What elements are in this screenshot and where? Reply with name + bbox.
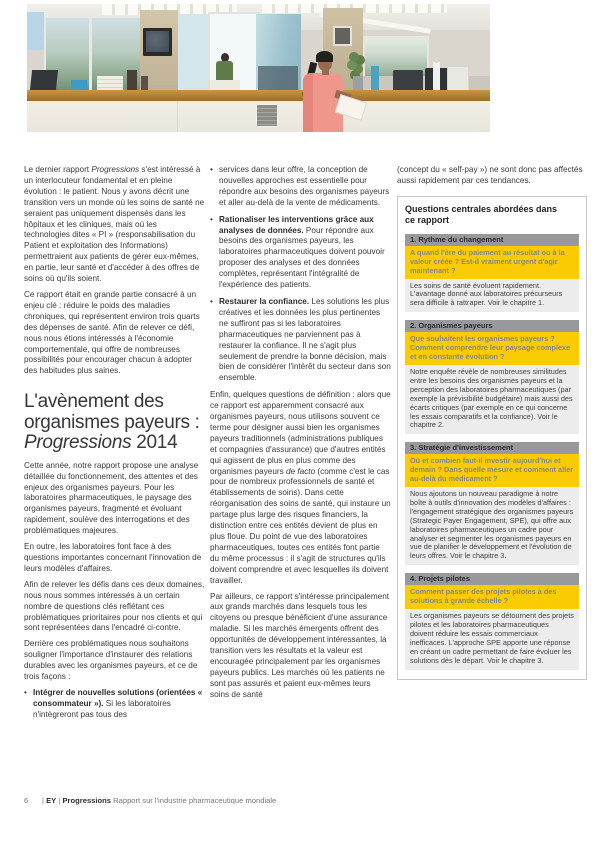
bullet-item bbox=[210, 215, 391, 291]
italic-run: de facto bbox=[286, 466, 316, 476]
counter-top bbox=[27, 90, 490, 101]
intro-paragraph bbox=[24, 165, 205, 285]
section-question: Où et combien faut-il investir aujourd'hui et demain ? Dans quelle mesure et comment aller au-delà du médicament ? bbox=[405, 454, 579, 487]
box-title bbox=[405, 204, 579, 226]
text-run: services dans leur offre, la conception de nouvelles approches est essentielle pour répondre aux besoins des organismes payeurs et aller au-delà de la vente de médicaments. bbox=[219, 165, 390, 207]
bullet-lead: Rationaliser les interventions grâce aux analyses de données. bbox=[219, 214, 374, 235]
column-2 bbox=[210, 165, 391, 706]
footer-subtitle: Rapport sur l'industrie pharmaceutique mondiale bbox=[111, 796, 277, 805]
bullet-marker: • bbox=[210, 165, 213, 174]
publication-name: Progressions bbox=[62, 796, 112, 805]
desk-silhouette bbox=[258, 66, 298, 92]
potted-plant bbox=[349, 52, 359, 62]
question-section-1 bbox=[405, 234, 579, 312]
desk-cup bbox=[141, 76, 148, 90]
page-footer bbox=[24, 796, 276, 805]
question-section-4 bbox=[405, 573, 579, 669]
spray-bottle-nozzle bbox=[435, 57, 438, 63]
brand-logo-text: EY bbox=[46, 796, 57, 805]
text-run: (comme c'est le cas pour de nombreux professionnels de santé et établissements de soins). Dans cette réorganisation des soins de santé, qui instaure un partage plus large des risques financiers, la distinction entre ces entités devient de plus en plus floue. Du point de vue des laboratoires pharmaceutiques, toutes ces entités font partie du même processus : il s'agit de structures qu'ils doivent comprendre et avec lesquelles ils doivent travailler. bbox=[210, 466, 391, 585]
bullet-lead: Restaurer la confiance. bbox=[219, 296, 310, 306]
counter-seam bbox=[177, 101, 178, 132]
frosted-glass-panel bbox=[178, 14, 208, 92]
footer-separator: | bbox=[42, 796, 44, 805]
bullet-marker: • bbox=[210, 296, 213, 306]
page-number: 6 bbox=[24, 796, 29, 805]
heading-line: L'avènement des bbox=[24, 391, 164, 413]
tv-screen bbox=[146, 31, 169, 52]
text-run: s'est intéressé à un interlocuteur fondamental et en pleine évolution : le patient. Nous y avons décrit une transition vers un monde où les soins de santé ne seraient pas uniquement dispensés dans les hôpitaux et les cliniques, mais où les technologies dites « PI » (responsabilisation du Patient et exploitation des Informations) permettraient aux patients de gérer eux-mêmes, en partie, leur santé et d'accéder à des offres de soins où qu'ils soient. bbox=[24, 165, 205, 284]
paper-trays bbox=[97, 76, 123, 90]
text-run: Les solutions les plus créatives et les données les plus pertinentes ne suffiront pas si les laboratoires pharmaceutiques ne parviennent pas à restaurer la confiance. Il ne s'agit plus seulement de prendre la bonne décision, mais bien de considérer l'intérêt du secteur dans son ensemble. bbox=[219, 296, 391, 383]
desk-canister bbox=[127, 70, 137, 90]
section-header: 2. Organismes payeurs bbox=[405, 320, 579, 332]
heading-italic: Progressions bbox=[24, 432, 132, 454]
paragraph: Afin de relever les défis dans ces deux domaines, nous nous sommes intéressés à un certain nombre de questions clés reflétant ces problématiques prioritaires pour nos clients et qui sont représentées dans l'encadré ci-contre. bbox=[24, 579, 205, 633]
footer-separator: | bbox=[58, 796, 61, 805]
text-run: Enfin, quelques questions de définition : alors que ce rapport est apparemment consacré aux organismes payeurs, nous utilisons souvent ce terme pour désigner aussi bien les organismes payeurs traditionnels (administrations publiques et compagnies d'assurance) que d'autres entités qui agissent de plus en plus comme des organismes payeurs bbox=[210, 390, 391, 476]
paragraph: Derrière ces problématiques nous souhaitons souligner l'importance d'instaurer des relations durables avec les organismes payeurs, et ce de trois façons : bbox=[24, 639, 198, 682]
section-heading bbox=[24, 392, 205, 454]
text-run: Le dernier rapport bbox=[24, 165, 92, 174]
window-mullion bbox=[89, 16, 92, 90]
paragraph: (concept du « self-pay ») ne sont donc pas affectés aussi rapidement par ces tendances. bbox=[397, 165, 583, 185]
blue-folder bbox=[71, 80, 87, 90]
section-body: Notre enquête révèle de nombreuses similitudes entre les besoins des organismes payeurs et la perception des laboratoires pharmaceutiques (par exemple la prévisibilité budgétaire) mais aussi des écarts critiques (par exemple en ce qui concerne les essais comparatifs et la confiance). Voir le chapitre 2. bbox=[405, 365, 579, 434]
nurse-hair bbox=[316, 51, 333, 62]
bullet-marker: • bbox=[24, 687, 27, 697]
wall-sign-blue bbox=[27, 12, 44, 50]
section-header: 3. Stratégie d'investissement bbox=[405, 442, 579, 454]
heading-line: 2014 bbox=[131, 432, 178, 454]
column-3 bbox=[397, 165, 587, 680]
section-header: 1. Rythme du changement bbox=[405, 234, 579, 246]
bullet-item bbox=[210, 297, 391, 384]
hero-photo bbox=[27, 4, 490, 132]
bullet-marker: • bbox=[210, 214, 213, 224]
paragraph: Par ailleurs, ce rapport s'intéresse principalement aux grands marchés dans lesquels tous les citoyens ou presque bénéficient d'une assurance maladie. Si les marchés émergents offrent des opportunités de développement intéressantes, la transition vers les résultats et la valeur est encouragée principalement par les organismes payeurs publics. Les marchés où les patients ne sont pas assurés et paient eux-mêmes leurs soins de santé bbox=[210, 591, 390, 699]
text-run: Si les laboratoires n'intègreront pas tous des bbox=[33, 698, 171, 719]
italic-title-run: Progressions bbox=[91, 165, 140, 174]
blue-canister bbox=[371, 66, 379, 90]
desk-monitor bbox=[393, 70, 423, 92]
section-question: A quand l'ère du paiement au résultat ou à la valeur créée ? Est-il vraiment urgent d'agir maintenant ? bbox=[405, 246, 579, 279]
paragraph: Cette année, notre rapport propose une analyse détaillée du fonctionnement, des attentes et des enjeux des organismes payeurs. Pour les laboratoires pharmaceutiques, le paysage des organismes payeurs, fragmenté et évoluant rapidement, soulève des interrogations et des problématiques majeures. bbox=[24, 460, 199, 536]
paragraph: En outre, les laboratoires font face à des questions importantes concernant l'innovation de leurs modèles d'affaires. bbox=[24, 542, 202, 573]
heading-line: organismes payeurs : bbox=[24, 411, 200, 433]
bullet-item bbox=[210, 165, 391, 209]
text-run: Pour répondre aux besoins des organismes payeurs, les laboratoires pharmaceutiques doivent pouvoir proposer des analyses et des données complètes, représentant l'intégralité de l'expérience des patients. bbox=[219, 225, 385, 290]
bullet-lead: Intégrer de nouvelles solutions (orientées « consommateur »). bbox=[33, 687, 203, 708]
section-body: Les organismes payeurs se détournent des projets pilotes et les laboratoires pharmaceutiques doivent réduire les essais commerciaux inefficaces. L'approche SPE apporte une réponse en créant un cadre permettant de faire évoluer les solutions dès le départ. Voir le chapitre 3. bbox=[405, 609, 579, 669]
spray-bottle bbox=[433, 62, 440, 90]
nurse-body-shadow bbox=[303, 73, 313, 132]
column-1 bbox=[24, 165, 205, 727]
section-question: Que souhaitent les organismes payeurs ? Comment comprendre leur paysage complexe et en constante évolution ? bbox=[405, 332, 579, 365]
left-desk-monitor bbox=[30, 70, 58, 90]
plant-pot bbox=[353, 76, 363, 90]
box-title-line: ce rapport bbox=[405, 214, 450, 225]
box-title-line: Questions centrales abordées dans bbox=[405, 203, 558, 214]
section-question: Comment passer des projets pilotes à des solutions à grande échelle ? bbox=[405, 585, 579, 609]
wall-clock-sign bbox=[333, 26, 352, 46]
counter-plaque bbox=[256, 104, 278, 127]
paragraph bbox=[210, 390, 391, 586]
bullet-item bbox=[24, 688, 205, 721]
section-header: 4. Projets pilotes bbox=[405, 573, 579, 585]
question-section-2 bbox=[405, 320, 579, 434]
section-body: Nous ajoutons un nouveau paradigme à notre boîte à outils d'innovation des modèles d'affaires : l'engagement stratégique des organismes payeurs (Strategic Payer Engagement, SPE), qui offre aux laboratoires pharmaceutiques un cadre pour analyser et segmenter les organismes payeurs en vue de planifier le développement et l'évolution de leurs offres. Voir le chapitre 3. bbox=[405, 487, 579, 565]
question-section-3 bbox=[405, 442, 579, 565]
section-body: Les soins de santé évoluent rapidement. L'avantage donné aux laboratoires précurseurs sera difficile à rattraper. Voir le chapitre 1. bbox=[405, 279, 579, 313]
key-questions-box bbox=[397, 196, 587, 680]
paragraph: Ce rapport était en grande partie consacré à un enjeu clé : réduire le poids des maladies chroniques, qui représentent environ trois quarts des dépenses de santé. Afin de relever ce défi, nous nous étions intéressés à l'économie comportementale, qui offre de nombreuses possibilités pour encourager chacun à adopter des habitudes plus saines. bbox=[24, 289, 200, 376]
